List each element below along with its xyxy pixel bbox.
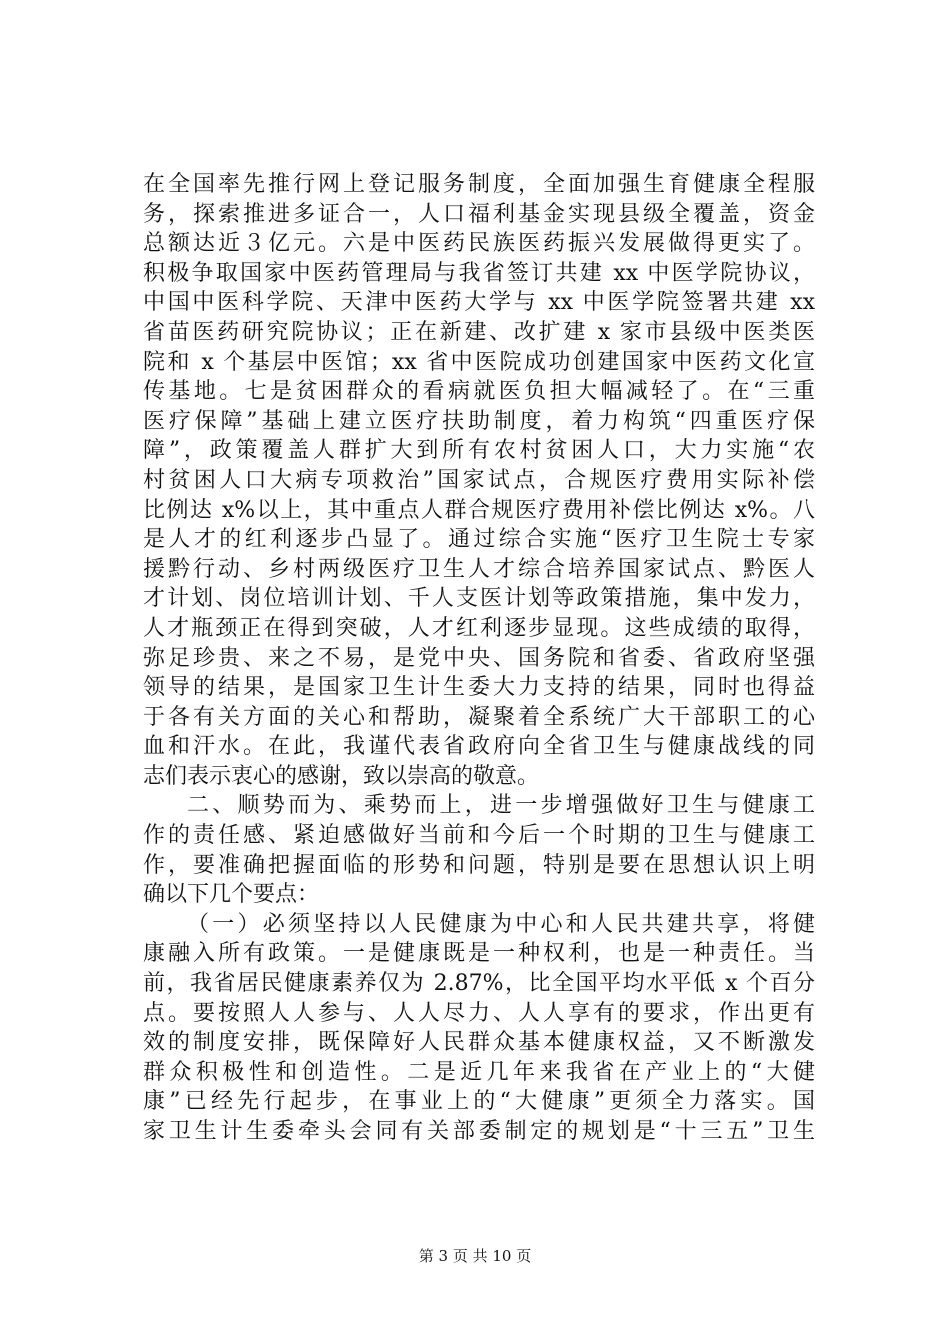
- text-line: 领导的结果，是国家卫生计生委大力支持的结果，同时也得益: [143, 675, 815, 701]
- section-heading-line: 二、顺势而为、乘势而上，进一步增强做好卫生与健康工: [187, 793, 815, 819]
- text-line: 于各有关方面的关心和帮助，凝聚着全系统广大干部职工的心: [143, 704, 815, 730]
- text-line: 在全国率先推行网上登记服务制度，全面加强生育健康全程服: [143, 172, 815, 197]
- text-line: 点。要按照人人参与、人人尽力、人人享有的要求，作出更有: [143, 1000, 815, 1026]
- text-line: 群众积极性和创造性。二是近几年来我省在产业上的“大健: [143, 1059, 815, 1085]
- text-line: 康”已经先行起步，在事业上的“大健康”更须全力落实。国: [143, 1089, 815, 1115]
- text-line: 前，我省居民健康素养仅为 2.87%，比全国平均水平低 x 个百分: [143, 971, 815, 997]
- document-body: [143, 170, 815, 1147]
- page-number: 第 3 页 共 10 页: [418, 1247, 532, 1265]
- text-line: 血和汗水。在此，我谨代表省政府向全省卫生与健康战线的同: [143, 734, 815, 760]
- text-line: 康融入所有政策。一是健康既是一种权利，也是一种责任。当: [143, 941, 815, 967]
- text-line: 弥足珍贵、来之不易，是党中央、国务院和省委、省政府坚强: [143, 645, 815, 671]
- text-line: 障”，政策覆盖人群扩大到所有农村贫困人口，大力实施“农: [143, 438, 815, 464]
- text-line: 比例达 x%以上，其中重点人群合规医疗费用补偿比例达 x%。八: [143, 497, 815, 523]
- subsection-heading-line: （一）必须坚持以人民健康为中心和人民共建共享，将健: [187, 911, 815, 937]
- text-line: 院和 x 个基层中医馆；xx 省中医院成功创建国家中医药文化宣: [143, 349, 815, 375]
- text-line: 传基地。七是贫困群众的看病就医负担大幅减轻了。在“三重: [143, 379, 815, 405]
- text-line: 省苗医药研究院协议；正在新建、改扩建 x 家市县级中医类医: [143, 319, 815, 345]
- text-line: 中国中医科学院、天津中医药大学与 xx 中医学院签署共建 xx: [143, 290, 815, 316]
- text-line: 援黔行动、乡村两级医疗卫生人才综合培养国家试点、黔医人: [143, 556, 815, 582]
- text-line: 积极争取国家中医药管理局与我省签订共建 xx 中医学院协议，: [143, 260, 815, 286]
- text-line: 家卫生计生委牵头会同有关部委制定的规划是“十三五”卫生: [143, 1119, 815, 1144]
- text-line: 村贫困人口大病专项救治”国家试点，合规医疗费用实际补偿: [143, 467, 815, 493]
- text-line: 医疗保障”基础上建立医疗扶助制度，着力构筑“四重医疗保: [143, 408, 815, 434]
- page-footer: [0, 1245, 950, 1266]
- text-line: 效的制度安排，既保障好人民群众基本健康权益，又不断激发: [143, 1030, 815, 1056]
- text-line: 作的责任感、紧迫感做好当前和今后一个时期的卫生与健康工: [143, 823, 815, 849]
- text-line: 人才瓶颈正在得到突破，人才红利逐步显现。这些成绩的取得，: [143, 615, 815, 641]
- text-line: 志们表示衷心的感谢，致以崇高的敬意。: [143, 763, 540, 789]
- text-line: 作，要准确把握面临的形势和问题，特别是要在思想认识上明: [143, 852, 815, 878]
- text-line: 是人才的红利逐步凸显了。通过综合实施“医疗卫生院士专家: [143, 527, 815, 553]
- text-line: 总额达近３亿元。六是中医药民族医药振兴发展做得更实了。: [143, 231, 815, 257]
- text-line: 确以下几个要点：: [143, 882, 320, 908]
- text-line: 才计划、岗位培训计划、千人支医计划等政策措施，集中发力，: [143, 586, 815, 612]
- text-line: 务，探索推进多证合一，人口福利基金实现县级全覆盖，资金: [143, 201, 815, 227]
